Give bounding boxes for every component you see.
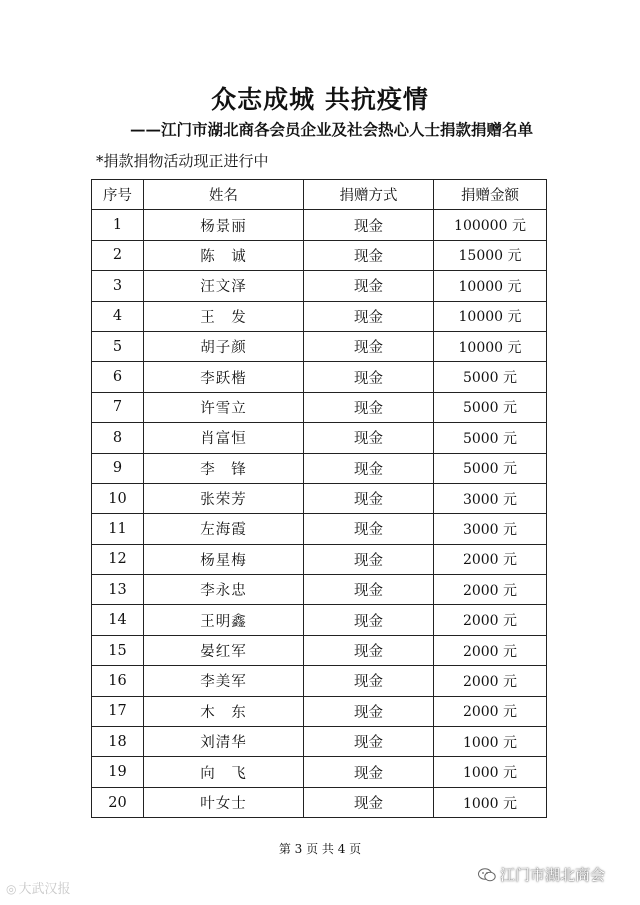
name-cell: 晏红军 — [144, 635, 304, 665]
table-row — [92, 757, 547, 787]
table-row — [92, 392, 547, 422]
seq-cell: 5 — [92, 331, 144, 361]
seq-cell: 13 — [92, 575, 144, 605]
name-cell: 李 锋 — [144, 453, 304, 483]
weibo-watermark-text: 大武汉报 — [18, 882, 71, 897]
name-cell: 叶女士 — [144, 787, 304, 817]
name-cell: 王明鑫 — [144, 605, 304, 635]
method-cell: 现金 — [304, 696, 434, 726]
seq-cell: 18 — [92, 727, 144, 757]
method-cell: 现金 — [304, 362, 434, 392]
amount-cell: 15000 元 — [434, 240, 547, 270]
amount-cell: 10000 元 — [434, 331, 547, 361]
activity-notice: *捐款捐物活动现正进行中 — [96, 152, 269, 170]
seq-cell: 6 — [92, 362, 144, 392]
document-title: 众志成城 共抗疫情 — [211, 85, 429, 114]
amount-cell: 3000 元 — [434, 514, 547, 544]
method-cell: 现金 — [304, 666, 434, 696]
seq-cell: 9 — [92, 453, 144, 483]
table-row — [92, 483, 547, 513]
name-cell: 李跃楷 — [144, 362, 304, 392]
table-row — [92, 271, 547, 301]
table-row — [92, 362, 547, 392]
table-row — [92, 696, 547, 726]
table-row — [92, 453, 547, 483]
table-row — [92, 210, 547, 240]
method-cell: 现金 — [304, 483, 434, 513]
table-row — [92, 605, 547, 635]
amount-cell: 2000 元 — [434, 605, 547, 635]
seq-cell: 8 — [92, 423, 144, 453]
wechat-icon — [478, 868, 496, 882]
amount-cell: 100000 元 — [434, 210, 547, 240]
seq-cell: 4 — [92, 301, 144, 331]
amount-cell: 5000 元 — [434, 423, 547, 453]
amount-cell: 1000 元 — [434, 727, 547, 757]
seq-cell: 11 — [92, 514, 144, 544]
table-row — [92, 635, 547, 665]
seq-cell: 15 — [92, 635, 144, 665]
method-cell: 现金 — [304, 514, 434, 544]
method-cell: 现金 — [304, 605, 434, 635]
seq-cell: 17 — [92, 696, 144, 726]
header-method: 捐赠方式 — [304, 180, 434, 210]
name-cell: 李美军 — [144, 666, 304, 696]
header-name: 姓名 — [144, 180, 304, 210]
name-cell: 许雪立 — [144, 392, 304, 422]
wechat-watermark-text: 江门市湖北商会 — [500, 866, 606, 884]
amount-cell: 2000 元 — [434, 635, 547, 665]
method-cell: 现金 — [304, 727, 434, 757]
seq-cell: 20 — [92, 787, 144, 817]
seq-cell: 2 — [92, 240, 144, 270]
table-header-row — [92, 180, 547, 210]
table-row — [92, 575, 547, 605]
method-cell: 现金 — [304, 757, 434, 787]
amount-cell: 2000 元 — [434, 544, 547, 574]
donation-table — [91, 179, 547, 818]
name-cell: 杨景丽 — [144, 210, 304, 240]
seq-cell: 16 — [92, 666, 144, 696]
table-body — [92, 210, 547, 818]
name-cell: 左海霞 — [144, 514, 304, 544]
amount-cell: 3000 元 — [434, 483, 547, 513]
seq-cell: 7 — [92, 392, 144, 422]
seq-cell: 12 — [92, 544, 144, 574]
amount-cell: 2000 元 — [434, 575, 547, 605]
method-cell: 现金 — [304, 575, 434, 605]
name-cell: 肖富恒 — [144, 423, 304, 453]
seq-cell: 19 — [92, 757, 144, 787]
amount-cell: 1000 元 — [434, 787, 547, 817]
method-cell: 现金 — [304, 392, 434, 422]
table-row — [92, 666, 547, 696]
name-cell: 张荣芳 — [144, 483, 304, 513]
table-row — [92, 331, 547, 361]
name-cell: 胡子颜 — [144, 331, 304, 361]
method-cell: 现金 — [304, 635, 434, 665]
name-cell: 汪文泽 — [144, 271, 304, 301]
table-row — [92, 423, 547, 453]
name-cell: 李永忠 — [144, 575, 304, 605]
amount-cell: 1000 元 — [434, 757, 547, 787]
document-subtitle: ——江门市湖北商各会员企业及社会热心人士捐款捐赠名单 — [130, 120, 534, 139]
name-cell: 杨星梅 — [144, 544, 304, 574]
amount-cell: 10000 元 — [434, 301, 547, 331]
header-seq: 序号 — [92, 180, 144, 210]
method-cell: 现金 — [304, 544, 434, 574]
page-number: 第 3 页 共 4 页 — [278, 842, 362, 856]
weibo-watermark — [6, 878, 71, 897]
amount-cell: 2000 元 — [434, 666, 547, 696]
seq-cell: 14 — [92, 605, 144, 635]
name-cell: 陈 诚 — [144, 240, 304, 270]
method-cell: 现金 — [304, 271, 434, 301]
table-row — [92, 787, 547, 817]
name-cell: 向 飞 — [144, 757, 304, 787]
seq-cell: 1 — [92, 210, 144, 240]
table-row — [92, 544, 547, 574]
header-amount: 捐赠金额 — [434, 180, 547, 210]
name-cell: 木 东 — [144, 696, 304, 726]
weibo-icon: ◎ — [6, 882, 17, 896]
method-cell: 现金 — [304, 301, 434, 331]
method-cell: 现金 — [304, 423, 434, 453]
amount-cell: 5000 元 — [434, 362, 547, 392]
table-row — [92, 240, 547, 270]
table-row — [92, 727, 547, 757]
amount-cell: 5000 元 — [434, 392, 547, 422]
wechat-watermark — [478, 864, 605, 885]
method-cell: 现金 — [304, 240, 434, 270]
name-cell: 刘清华 — [144, 727, 304, 757]
method-cell: 现金 — [304, 453, 434, 483]
amount-cell: 2000 元 — [434, 696, 547, 726]
method-cell: 现金 — [304, 787, 434, 817]
seq-cell: 3 — [92, 271, 144, 301]
name-cell: 王 发 — [144, 301, 304, 331]
method-cell: 现金 — [304, 331, 434, 361]
table-row — [92, 514, 547, 544]
seq-cell: 10 — [92, 483, 144, 513]
amount-cell: 5000 元 — [434, 453, 547, 483]
amount-cell: 10000 元 — [434, 271, 547, 301]
table-row — [92, 301, 547, 331]
method-cell: 现金 — [304, 210, 434, 240]
